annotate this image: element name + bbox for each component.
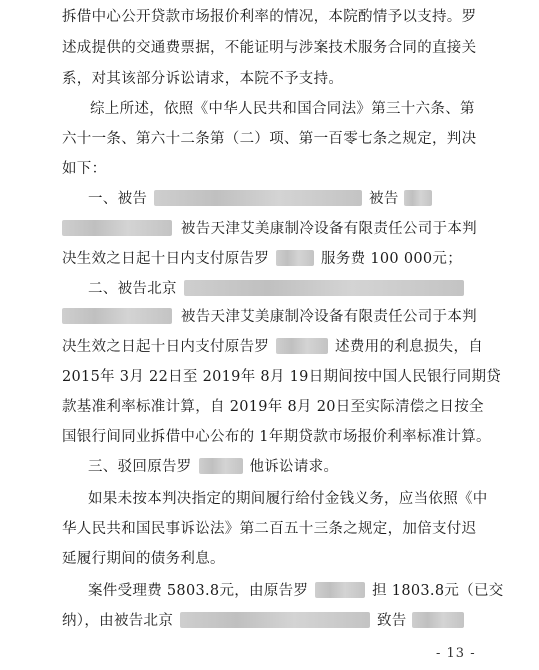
line-text: 被告	[369, 191, 399, 207]
text-line	[0, 128, 539, 150]
line-text: 他诉讼请求。	[249, 459, 339, 475]
line-text: 三、驳回原告罗	[88, 459, 192, 475]
page-number: - 13 -	[436, 646, 476, 661]
text-line	[0, 6, 539, 28]
line-text: 系，对其该部分诉讼请求，本院不予支持。	[62, 71, 344, 87]
redaction-block	[315, 582, 365, 598]
line-text: 六十一条、第六十二条第（二）项、第一百零七条之规定，判决	[62, 131, 477, 147]
line-text: 被告天津艾美康制冷设备有限责任公司于本判	[180, 309, 477, 325]
text-line	[0, 37, 539, 59]
redaction-block	[180, 612, 370, 628]
line-text: 拆借中心公开贷款市场报价利率的情况，本院酌情予以支持。罗	[62, 9, 477, 25]
text-line	[0, 248, 539, 270]
redaction-block	[276, 338, 328, 354]
line-text: 综上所述，依照《中华人民共和国合同法》第三十六条、第	[90, 101, 475, 117]
line-text: 款基准利率标准计算，自 2019年 8月 20日至实际清偿之日按全	[62, 399, 484, 415]
line-text: 如果未按本判决指定的期间履行给付金钱义务，应当依照《中	[88, 491, 488, 507]
text-line	[0, 548, 539, 570]
line-text: 如下：	[62, 161, 107, 177]
redaction-block	[199, 458, 243, 474]
line-text: 华人民共和国民事诉讼法》第二百五十三条之规定，加倍支付迟	[62, 521, 477, 537]
redaction-block	[62, 308, 172, 324]
line-text: 纳），由被告北京	[62, 613, 174, 629]
text-line	[0, 278, 539, 300]
redaction-block	[184, 280, 464, 296]
text-line	[0, 610, 539, 632]
line-text: 担 1803.8元（已交	[372, 583, 504, 599]
text-line	[0, 366, 539, 388]
line-text: 二、被告北京	[88, 281, 177, 297]
text-line	[0, 396, 539, 418]
text-line	[0, 488, 539, 510]
line-text: 被告天津艾美康制冷设备有限责任公司于本判	[180, 221, 477, 237]
text-line	[0, 306, 539, 328]
line-text: 一、被告	[88, 191, 148, 207]
text-line	[0, 98, 539, 120]
line-text: 案件受理费 5803.8元，由原告罗	[88, 583, 309, 599]
text-line	[0, 336, 539, 358]
redaction-block	[404, 190, 432, 206]
line-text: 延履行期间的债务利息。	[62, 551, 225, 567]
redaction-block	[412, 612, 464, 628]
line-text: 决生效之日起十日内支付原告罗	[62, 251, 270, 267]
text-line	[0, 188, 539, 210]
text-line	[0, 218, 539, 240]
line-text: 2015年 3月 22日至 2019年 8月 19日期间按中国人民银行同期贷	[62, 369, 502, 385]
line-text: 国银行间同业拆借中心公布的 1年期贷款市场报价利率标准计算。	[62, 429, 491, 445]
line-text: 述成提供的交通费票据，不能证明与涉案技术服务合同的直接关	[62, 40, 477, 56]
text-line	[0, 68, 539, 90]
text-line	[0, 158, 539, 180]
line-text: 决生效之日起十日内支付原告罗	[62, 339, 270, 355]
text-line	[0, 580, 539, 602]
text-line	[0, 518, 539, 540]
line-text: 述费用的利息损失，自	[335, 339, 484, 355]
text-line	[0, 456, 539, 478]
redaction-block	[62, 220, 172, 236]
line-text: 服务费 100 000元；	[321, 251, 463, 267]
text-line	[0, 426, 539, 448]
redaction-block	[154, 190, 362, 206]
line-text: 致告	[377, 613, 407, 629]
redaction-block	[276, 250, 314, 266]
